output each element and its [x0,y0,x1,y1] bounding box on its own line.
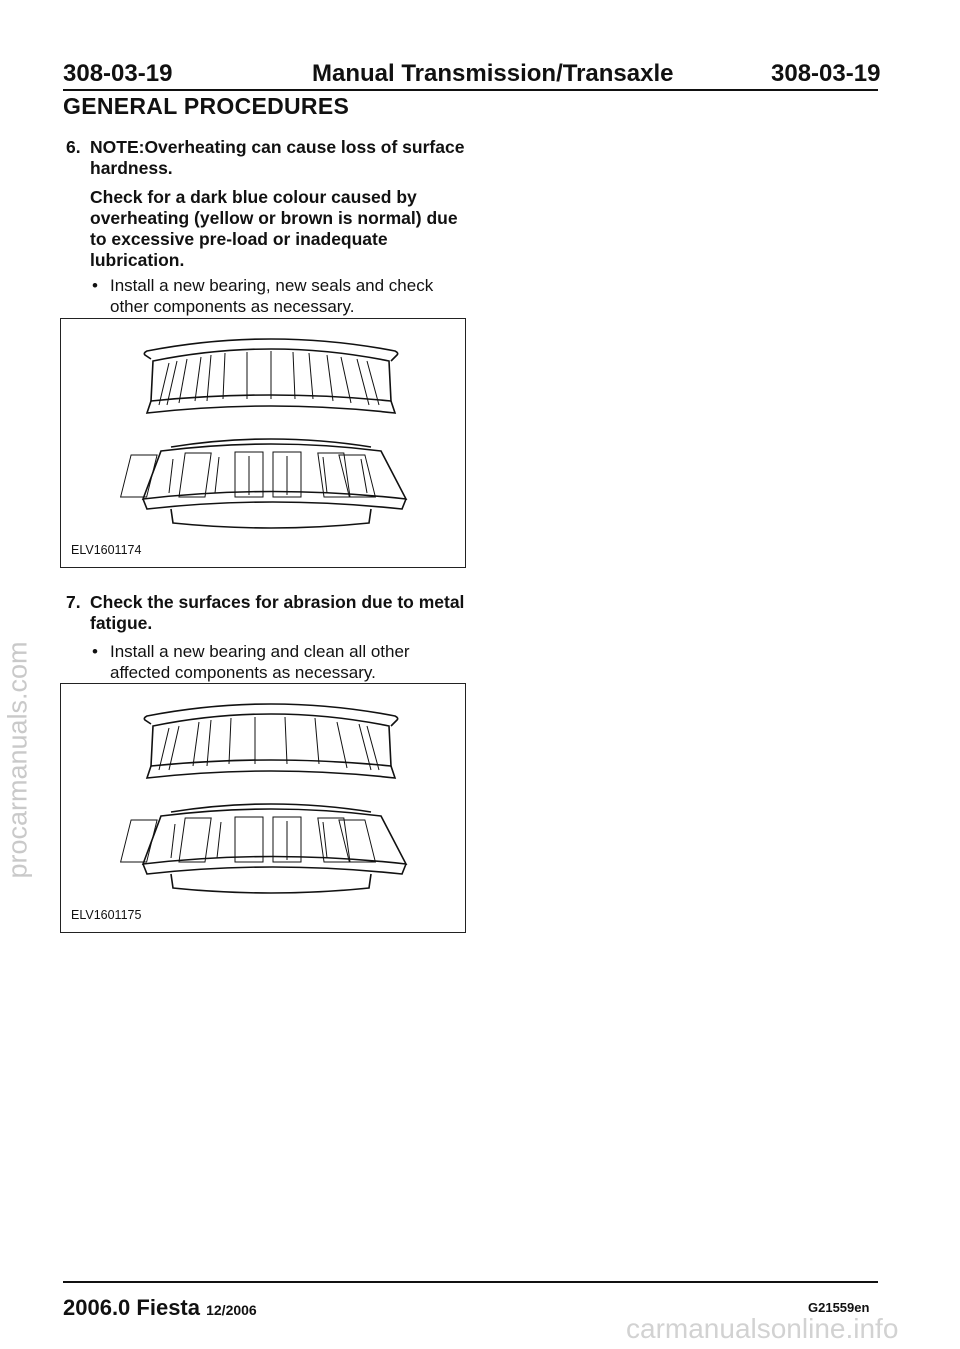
bullet-line: affected components as necessary. [110,663,376,682]
section-title: GENERAL PROCEDURES [63,93,350,119]
watermark-side: procarmanuals.com [2,641,33,879]
paragraph-line: lubrication. [90,250,185,270]
step-6-bullet [92,275,472,319]
step-note-line: hardness. [90,158,173,178]
step-note-line: NOTE:Overheating can cause loss of surface [90,137,465,157]
bullet-line: Install a new bearing, new seals and check [110,276,434,295]
bearing-illustration [61,319,467,569]
step-7-bullet [92,641,472,685]
figure-bearing-overheating [60,318,466,568]
watermark-bottom: carmanualsonline.info [626,1313,899,1344]
step-line: fatigue. [90,613,153,633]
paragraph-line: Check for a dark blue colour caused by [90,187,417,207]
step-text [90,592,490,634]
bullet-dot: • [92,642,98,661]
bearing-illustration [61,684,467,934]
figure-bearing-abrasion [60,683,466,933]
step-note [90,137,490,179]
page-title: Manual Transmission/Transaxle [312,60,674,87]
footer-model-name: 2006.0 Fiesta [63,1295,200,1320]
step-7 [66,592,496,636]
footer-rule [63,1281,878,1283]
page-code-right: 308-03-19 [771,60,881,87]
footer-date: 12/2006 [206,1302,257,1318]
footer-doc-code: G21559en [808,1300,870,1315]
step-number: 6. [66,137,81,157]
paragraph-line: to excessive pre-load or inadequate [90,229,388,249]
figure-label: ELV1601175 [71,908,142,922]
bullet-line: Install a new bearing and clean all other [110,642,410,661]
paragraph-line: overheating (yellow or brown is normal) due [90,208,458,228]
page-code-left: 308-03-19 [63,60,173,87]
step-paragraph [90,187,490,271]
bullet-dot: • [92,276,98,295]
step-number: 7. [66,592,81,612]
bullet-line: other components as necessary. [110,297,355,316]
step-6 [66,137,496,287]
header-rule [63,89,878,91]
footer-model [63,1295,257,1321]
figure-label: ELV1601174 [71,543,142,557]
step-line: Check the surfaces for abrasion due to metal [90,592,465,612]
